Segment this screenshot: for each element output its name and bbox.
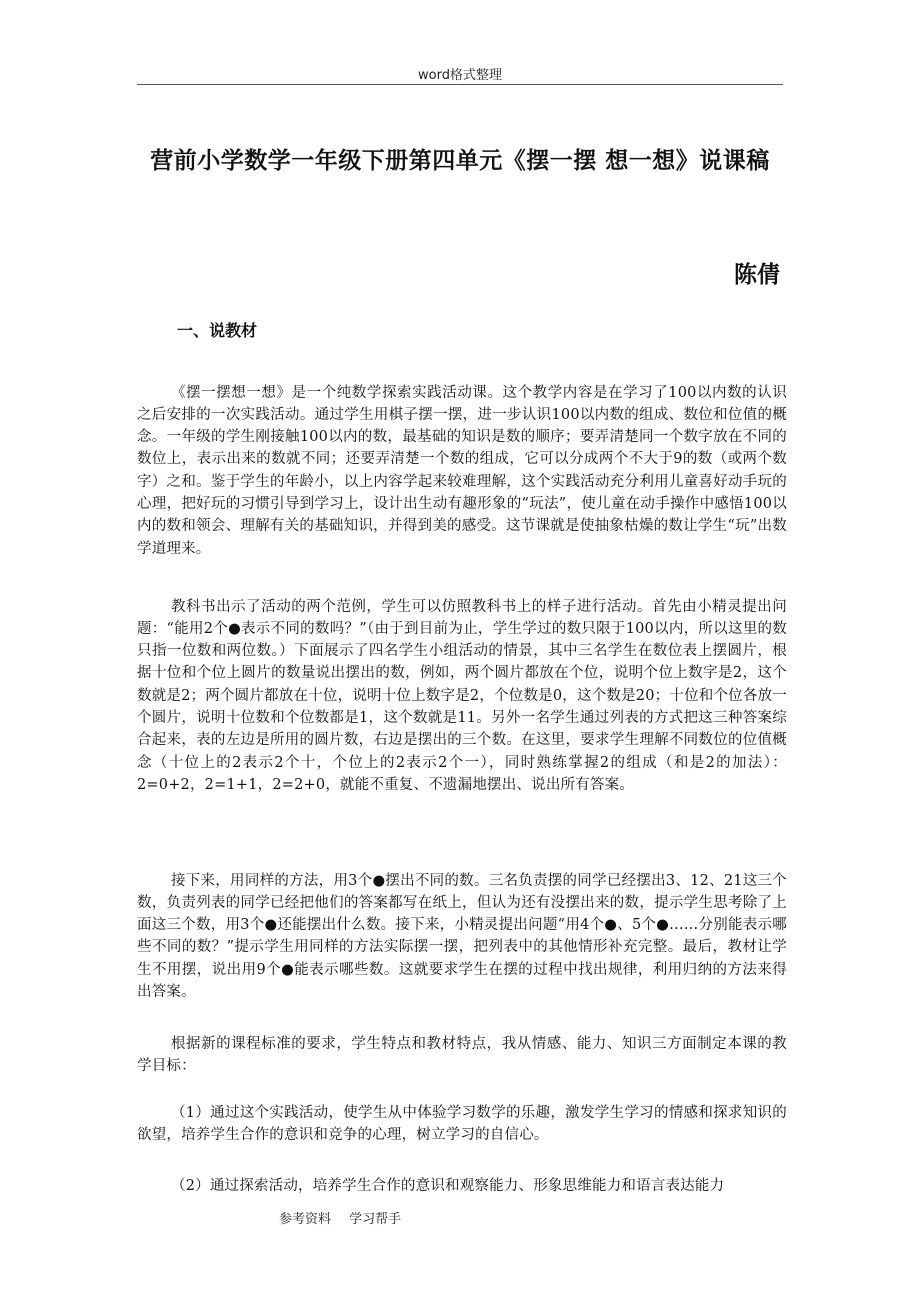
paragraph-textbook-intro: 《摆一摆想一想》是一个纯数学探索实践活动课。这个教学内容是在学习了100以内数的认识之后安排的一次实践活动。通过学生用棋子摆一摆，进一步认识100以内数的组成、数位和位值的概念。一年级的学生刚接触100以内的数，最基础的知识是数的顺序；要弄清楚同一个数字放在不同的数位上，表示出来的数就不同；还要弄清楚一个数的组成，它可以分成两个不大于9的数（或两个数字）之和。鉴于学生的年龄小，以上内容学起来较难理解，这个实践活动充分利用儿童喜好动手玩的心理，把好玩的习惯引导到学习上，设计出生动有趣形象的“玩法”，使儿童在动手操作中感悟100以内的数和领会、理解有关的基础知识，并得到美的感受。这节课就是使抽象枯燥的数让学生“玩”出数学道理来。 xyxy=(137,384,787,557)
page-footer xyxy=(279,1208,415,1227)
page-header: word格式整理 xyxy=(418,68,502,83)
section-heading: 一、说教材 xyxy=(177,321,258,340)
document-title: 营前小学数学一年级下册第四单元《摆一摆 想一想》说课稿 xyxy=(150,147,770,174)
paragraph-objectives-intro: 根据新的课程标准的要求，学生特点和教材特点，我从情感、能力、知识三方面制定本课的教学目标： xyxy=(137,1035,787,1074)
paragraph-method: 接下来，用同样的方法，用3个●摆出不同的数。三名负责摆的同学已经摆出3、12、21这三个数，负责列表的同学已经把他们的答案都写在纸上，但认为还有没摆出来的数，提示学生思考除了上面这三个数，用3个●还能摆出什么数。接下来，小精灵提出问题“用4个●、5个●……分别能表示哪些不同的数？”提示学生用同样的方法实际摆一摆，把列表中的其他情形补充完整。最后，教材让学生不用摆，说出用9个●能表示哪些数。这就要求学生在摆的过程中找出规律，利用归纳的方法来得出答案。 xyxy=(137,872,787,1000)
author-name: 陈倩 xyxy=(734,261,780,288)
header-rule xyxy=(137,84,783,85)
footer-right-text: 学习帮手 xyxy=(349,1212,402,1227)
paragraph-examples: 教科书出示了活动的两个范例，学生可以仿照教科书上的样子进行活动。首先由小精灵提出问题：“能用2个●表示不同的数吗？”（由于到目前为止，学生学过的数只限于100以内，所以这里的数只指一位数和两位数。）下面展示了四名学生小组活动的情景，其中三名学生在数位表上摆圆片，根据十位和个位上圆片的数量说出摆出的数，例如，两个圆片都放在个位，说明个位上数字是2，这个数就是2；两个圆片都放在十位，说明十位上数字是2，个位数是0，这个数是20；十位和个位各放一个圆片，说明十位数和个位数都是1，这个数就是11。另外一名学生通过列表的方式把这三种答案综合起来，表的左边是所用的圆片数，右边是摆出的三个数。在这里，要求学生理解不同数位的位值概念（十位上的2表示2个十，个位上的2表示2个一），同时熟练掌握2的组成（和是2的加法）：2=0+2，2=1+1，2=2+0，就能不重复、不遗漏地摆出、说出所有答案。 xyxy=(137,598,787,793)
footer-left-text: 参考资料 xyxy=(279,1212,332,1227)
paragraph-objective-2: （2）通过探索活动，培养学生合作的意识和观察能力、形象思维能力和语言表达能力 xyxy=(171,1177,725,1194)
paragraph-objective-1: （1）通过这个实践活动，使学生从中体验学习数学的乐趣，激发学生学习的情感和探求知识的欲望，培养学生合作的意识和竞争的心理，树立学习的自信心。 xyxy=(137,1104,787,1143)
